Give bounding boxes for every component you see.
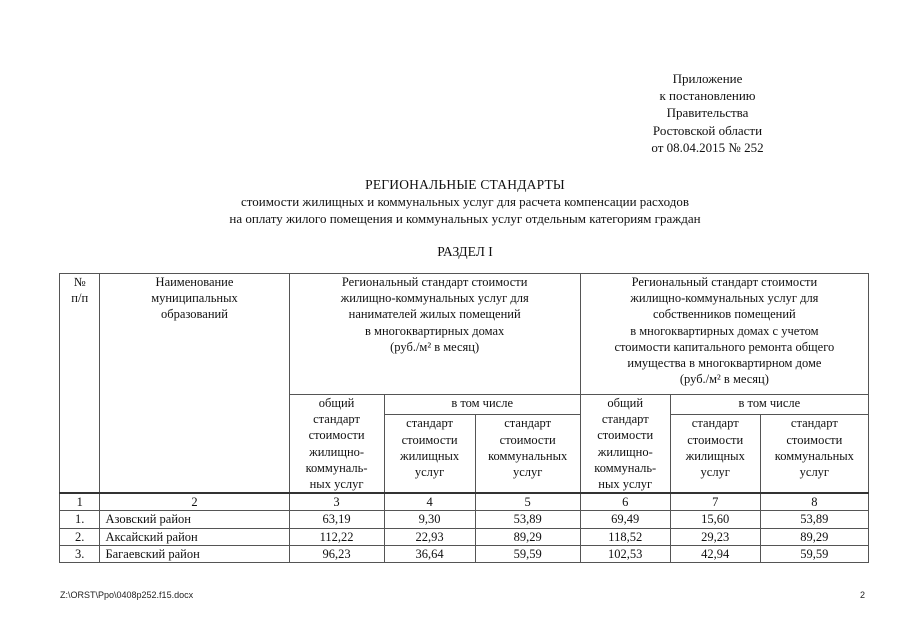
appendix-line: Приложение — [672, 71, 743, 86]
column-number: 1 — [60, 493, 100, 511]
appendix-line: к постановлению — [659, 88, 756, 104]
municipality-name: Азовский район — [100, 511, 289, 528]
column-number: 4 — [384, 493, 475, 511]
row-number: 2. — [60, 528, 100, 545]
header-num: № п/п — [60, 274, 100, 494]
cell-housing-tenants: 9,30 — [384, 511, 475, 528]
cell-housing-owners: 29,23 — [670, 528, 760, 545]
appendix-line: Правительства — [666, 105, 749, 121]
cell-communal-tenants: 89,29 — [475, 528, 580, 545]
header-housing-2: стандарт стоимости жилищных услуг — [670, 415, 760, 493]
subtitle-line: стоимости жилищных и коммунальных услуг для расчета компенсации расходов — [240, 194, 690, 209]
cell-communal-tenants: 53,89 — [475, 511, 580, 528]
column-number-row — [60, 493, 869, 511]
cell-housing-tenants: 22,93 — [384, 528, 475, 545]
column-number: 6 — [580, 493, 670, 511]
cell-total-tenants: 96,23 — [289, 545, 384, 562]
cell-total-tenants: 112,22 — [289, 528, 384, 545]
cell-communal-owners: 59,59 — [760, 545, 868, 562]
cell-communal-owners: 89,29 — [760, 528, 868, 545]
header-row-1 — [60, 274, 869, 395]
cell-total-owners: 69,49 — [580, 511, 670, 528]
subtitle-line: на оплату жилого помещения и коммунальных услуг отдельным категориям граждан — [229, 211, 701, 226]
cell-communal-tenants: 59,59 — [475, 545, 580, 562]
table-row — [60, 528, 869, 545]
header-incl-1: в том числе — [384, 395, 580, 415]
header-name: Наименование муниципальных образований — [100, 274, 289, 494]
row-number: 3. — [60, 545, 100, 562]
column-number: 8 — [760, 493, 868, 511]
header-incl-2: в том числе — [670, 395, 868, 415]
appendix-line: от 08.04.2015 № 252 — [651, 139, 764, 155]
column-number: 7 — [670, 493, 760, 511]
section-heading: РАЗДЕЛ I — [437, 244, 493, 259]
header-total-2: общий стандарт стоимости жилищно- коммуналь- ных услуг — [580, 395, 670, 494]
page-number: 2 — [860, 590, 866, 600]
appendix-line: Ростовской области — [652, 122, 763, 138]
standards-table — [59, 273, 869, 563]
header-total-1: общий стандарт стоимости жилищно- коммуналь- ных услуг — [289, 395, 384, 494]
municipality-name: Багаевский район — [100, 545, 289, 562]
document-subtitle — [100, 193, 830, 227]
column-number: 3 — [289, 493, 384, 511]
municipality-name: Аксайский район — [100, 528, 289, 545]
table-row — [60, 545, 869, 562]
cell-communal-owners: 53,89 — [760, 511, 868, 528]
cell-total-owners: 102,53 — [580, 545, 670, 562]
table-row — [60, 511, 869, 528]
header-housing-1: стандарт стоимости жилищных услуг — [384, 415, 475, 493]
appendix-block — [600, 70, 815, 156]
file-path: Z:\ORST\Ppo\0408p252.f15.docx — [60, 590, 194, 600]
header-communal-1: стандарт стоимости коммунальных услуг — [475, 415, 580, 493]
cell-housing-owners: 42,94 — [670, 545, 760, 562]
column-number: 5 — [475, 493, 580, 511]
document-title: РЕГИОНАЛЬНЫЕ СТАНДАРТЫ — [365, 177, 565, 192]
header-communal-2: стандарт стоимости коммунальных услуг — [760, 415, 868, 493]
header-group-owners: Региональный стандарт стоимости жилищно-коммунальных услуг для собственников помещений в многоквартирных домах с учетом стоимости капитального ремонта общего имущества в многоквартирном доме (руб./м² в месяц) — [580, 274, 868, 395]
header-group-tenants: Региональный стандарт стоимости жилищно-коммунальных услуг для нанимателей жилых помещений в многоквартирных домах (руб./м² в месяц) — [289, 274, 580, 395]
cell-total-tenants: 63,19 — [289, 511, 384, 528]
row-number: 1. — [60, 511, 100, 528]
cell-housing-owners: 15,60 — [670, 511, 760, 528]
cell-total-owners: 118,52 — [580, 528, 670, 545]
cell-housing-tenants: 36,64 — [384, 545, 475, 562]
column-number: 2 — [100, 493, 289, 511]
